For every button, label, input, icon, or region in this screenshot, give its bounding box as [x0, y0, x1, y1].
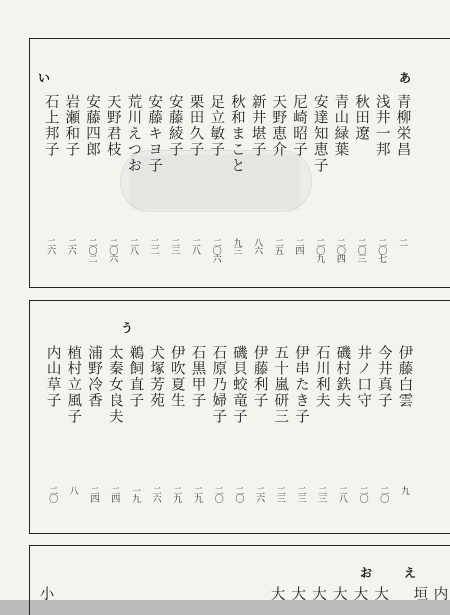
entry-page: 一九 — [129, 486, 140, 502]
entry-name: 石川利夫 — [313, 345, 330, 409]
entry-page: 二〇六 — [210, 238, 221, 262]
entry-name: 垣 — [411, 586, 428, 602]
entry-name: 伊吹夏生 — [168, 345, 185, 409]
entry-name: 大 — [372, 586, 389, 602]
entry-name: 浦野冷香 — [86, 345, 102, 409]
entry-page: 二九 — [192, 486, 202, 502]
entry-page: 二四 — [109, 486, 120, 502]
entry-name: 伊藤白雲 — [396, 345, 413, 409]
entry-name: 栗田久子 — [187, 94, 204, 158]
entry-page: 二〇四 — [334, 238, 345, 262]
entry-page: 九 — [399, 486, 409, 494]
entry-page: 二〇 — [378, 486, 389, 502]
entry-page: 二〇 — [47, 486, 58, 502]
entry-name: 秋和まこと — [228, 94, 245, 174]
entry-name: 秋田遼 — [353, 94, 370, 142]
entry-page: 二六 — [150, 486, 161, 502]
entry-page: 二〇 — [357, 486, 368, 502]
entry-page: 二三 — [274, 486, 285, 502]
entry-name: 新井堪子 — [249, 94, 266, 158]
entry-name: 五十嵐研三 — [272, 345, 289, 425]
kana-heading: え — [404, 566, 417, 580]
entry-page: 二八 — [127, 238, 138, 254]
entry-name: 内山草子 — [44, 345, 61, 409]
entry-page: 二二 — [148, 238, 159, 254]
entry-name: 浅井一邦 — [373, 94, 390, 158]
entry-page: 二〇七 — [376, 238, 387, 262]
entry-name: 植村立風子 — [65, 345, 82, 425]
index-section-e-o — [29, 545, 450, 615]
entry-name: 太秦女良夫 — [106, 345, 123, 425]
entry-name: 今井真子 — [375, 345, 392, 409]
entry-name: 内 — [431, 586, 448, 602]
entry-page: 二〇九 — [314, 238, 325, 262]
entry-name: 安藤キヨ子 — [146, 94, 163, 174]
entry-name: 安藤四郎 — [84, 94, 100, 158]
entry-name: 青柳栄昌 — [394, 94, 411, 158]
kana-heading: お — [360, 566, 373, 580]
entry-name: 井ノ口守 — [355, 345, 372, 409]
entry-page: 二八 — [336, 486, 347, 502]
kana-heading: い — [38, 71, 51, 85]
entry-page: 二八 — [190, 238, 200, 254]
entry-page: 二〇二 — [86, 238, 97, 262]
entry-name: 犬塚芳苑 — [148, 345, 165, 409]
entry-name: 天野恵介 — [270, 94, 287, 158]
entry-name: 磯村鉄夫 — [334, 345, 351, 409]
entry-page: 二六 — [45, 238, 56, 254]
entry-page: 二六 — [65, 238, 76, 254]
entry-name: 青山緑葉 — [332, 94, 349, 158]
entry-page: 九三 — [231, 238, 242, 254]
entry-page: 八六 — [252, 238, 263, 254]
entry-name: 石原乃婦子 — [210, 345, 227, 425]
entry-name: 石上邦子 — [42, 94, 59, 158]
entry-name: 安藤綾子 — [166, 94, 183, 158]
entry-page: 二三 — [316, 486, 327, 502]
entry-name: 荒川えつお — [125, 94, 142, 174]
entry-name: 伊藤利子 — [251, 345, 268, 409]
entry-name: 岩瀬和子 — [63, 94, 80, 158]
entry-name: 尼崎昭子 — [291, 94, 307, 158]
entry-page: 二三 — [295, 486, 306, 502]
entry-name: 鵜飼直子 — [127, 345, 144, 409]
entry-name: 大 — [310, 586, 326, 602]
entry-page: 二〇 — [233, 486, 244, 502]
entry-name: 伊串たき子 — [293, 345, 309, 425]
entry-name: 天野君枝 — [104, 94, 121, 158]
entry-page: 八 — [67, 486, 78, 494]
entry-page: 二五 — [272, 238, 283, 254]
entry-page: 二〇三 — [355, 238, 366, 262]
entry-page: 二九 — [171, 486, 182, 502]
entry-name: 大 — [268, 586, 285, 602]
entry-page: 二四 — [293, 238, 304, 254]
entry-name: 足立敏子 — [208, 94, 225, 158]
entry-name: 小 — [37, 586, 54, 602]
kana-heading: う — [121, 321, 134, 335]
entry-page: 二〇六 — [107, 238, 118, 262]
entry-name: 大 — [289, 586, 306, 602]
kana-heading: あ — [399, 71, 412, 85]
entry-name: 石黒甲子 — [189, 345, 206, 409]
entry-name: 大 — [330, 586, 347, 602]
entry-page: 二〇 — [212, 486, 223, 502]
entry-page: 二三 — [169, 238, 180, 254]
entry-page: 二六 — [254, 486, 265, 502]
entry-page: 二四 — [88, 486, 99, 502]
entry-name: 大 — [351, 586, 368, 602]
entry-name: 磯貝蛟竜子 — [230, 345, 247, 425]
entry-name: 安達知恵子 — [311, 94, 328, 174]
entry-page: 二 — [397, 238, 407, 246]
